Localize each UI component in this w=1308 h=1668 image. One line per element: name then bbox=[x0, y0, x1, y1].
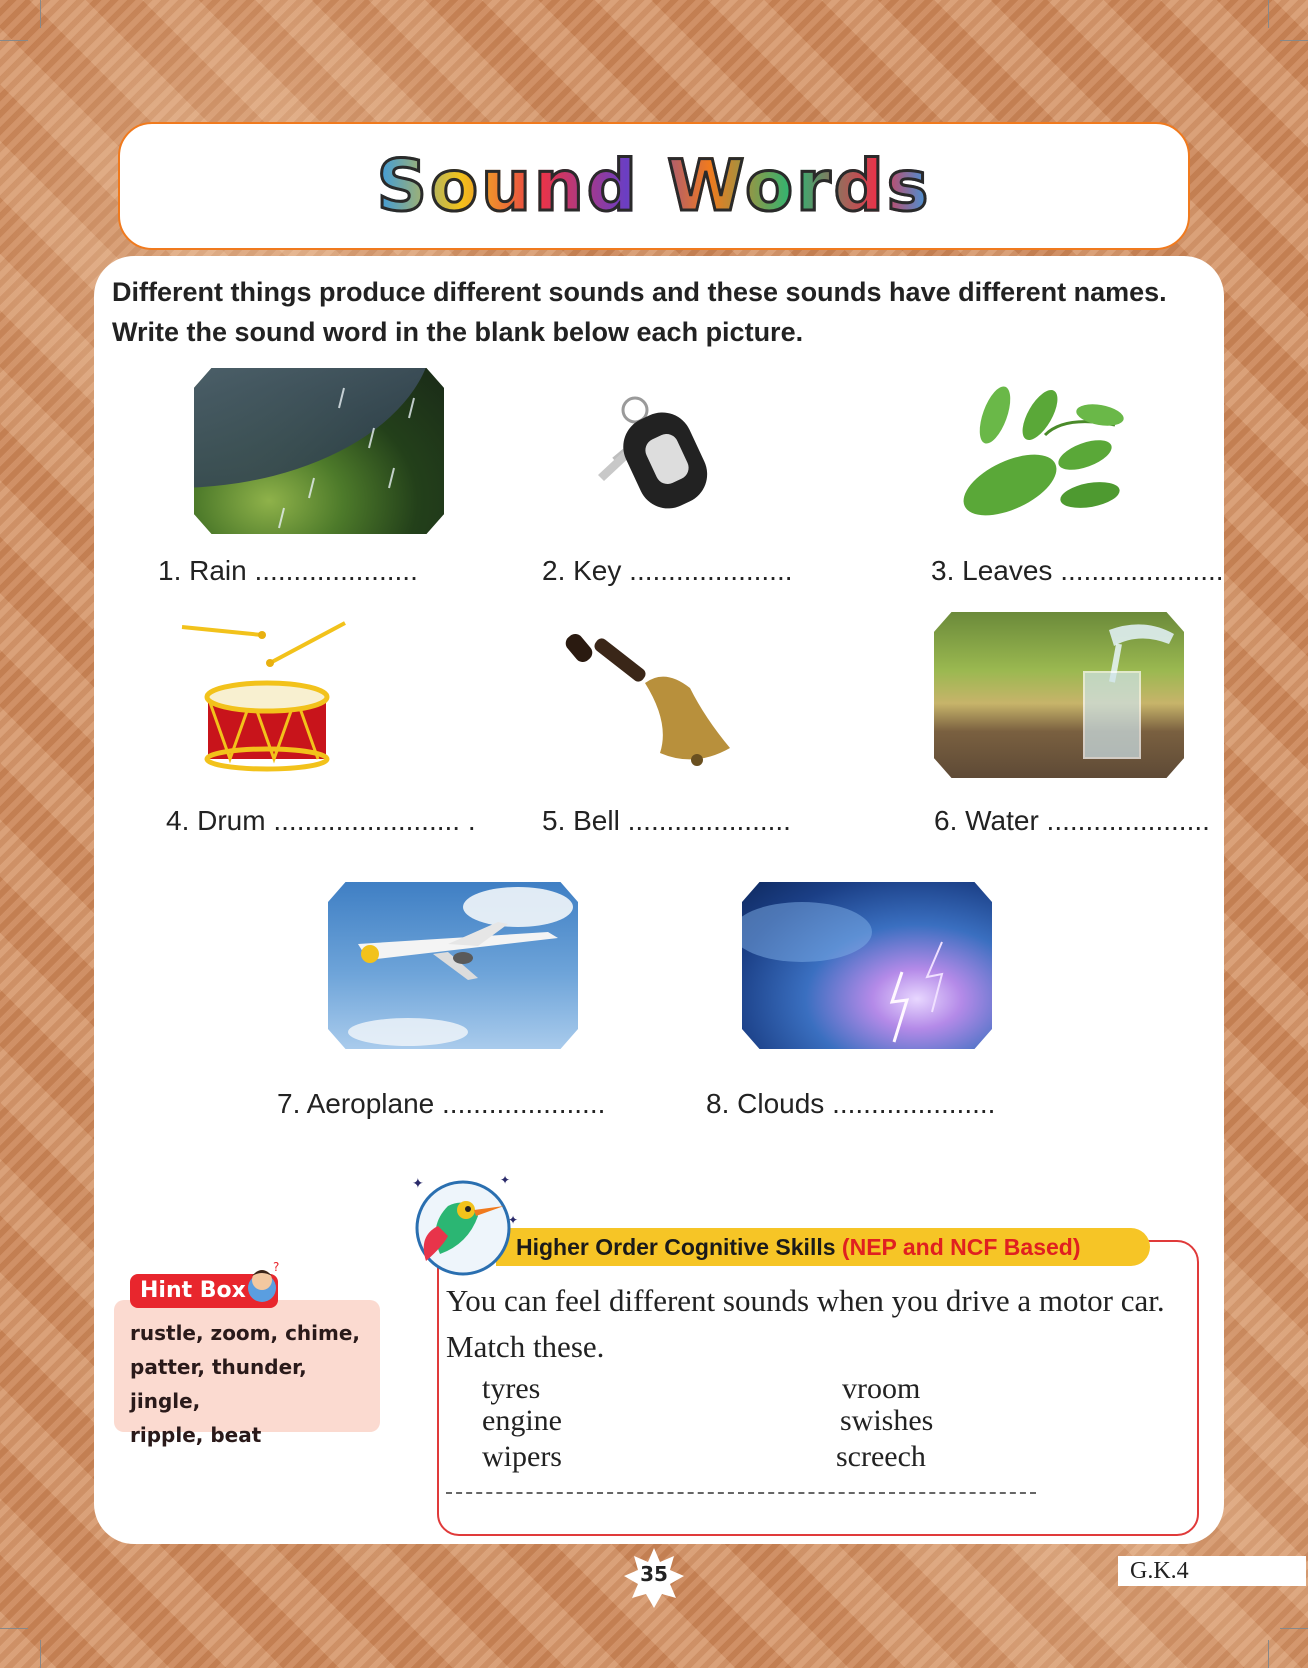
page-number: 35 bbox=[640, 1562, 668, 1586]
question-line: You can feel different sounds when you drive a motor car. bbox=[446, 1283, 1165, 1318]
aeroplane-picture bbox=[328, 882, 578, 1049]
drum-picture bbox=[180, 615, 350, 775]
match-right-item: vroom bbox=[842, 1372, 921, 1405]
hint-box-title: Hint Box bbox=[130, 1274, 278, 1308]
crop-mark bbox=[1280, 1628, 1308, 1629]
hint-line: rustle, zoom, chime, bbox=[130, 1321, 361, 1345]
crop-mark bbox=[1268, 0, 1269, 28]
crop-mark bbox=[1280, 40, 1308, 41]
item-label: 8. Clouds ..................... bbox=[706, 1088, 996, 1119]
hots-question bbox=[446, 1278, 1186, 1370]
item-label: 4. Drum ........................ . bbox=[166, 805, 476, 836]
title-banner bbox=[118, 122, 1190, 250]
thinking-kid-icon bbox=[240, 1262, 286, 1308]
instruction-line: Different things produce different sounds and these sounds have different names. bbox=[112, 277, 1167, 307]
book-code: G.K.4 bbox=[1118, 1556, 1306, 1586]
hots-heading-text: Higher Order Cognitive Skills bbox=[516, 1234, 836, 1260]
svg-text:?: ? bbox=[273, 1262, 280, 1274]
match-left-item: wipers bbox=[482, 1440, 562, 1473]
crop-mark bbox=[0, 1628, 28, 1629]
crop-mark bbox=[1268, 1640, 1269, 1668]
car-key-picture bbox=[590, 395, 740, 510]
page-title: Sound Words bbox=[376, 145, 932, 227]
item-label: 5. Bell ..................... bbox=[542, 805, 791, 836]
hots-heading bbox=[496, 1228, 1150, 1266]
item-label: 6. Water ..................... bbox=[934, 805, 1210, 836]
crop-mark bbox=[0, 40, 28, 41]
storm-clouds-picture bbox=[742, 882, 992, 1049]
hint-words bbox=[130, 1316, 380, 1452]
item-label: 7. Aeroplane ..................... bbox=[277, 1088, 606, 1119]
hint-line: patter, thunder, jingle, bbox=[130, 1355, 307, 1413]
crop-mark bbox=[40, 0, 41, 28]
answer-line bbox=[446, 1492, 1036, 1494]
svg-text:✦: ✦ bbox=[412, 1176, 424, 1192]
rain-umbrella-picture bbox=[194, 368, 444, 534]
instruction-line: Write the sound word in the blank below each picture. bbox=[112, 317, 804, 347]
bell-picture bbox=[565, 628, 740, 768]
match-right-item: screech bbox=[836, 1440, 926, 1473]
svg-text:✦: ✦ bbox=[500, 1173, 511, 1187]
match-left-item: tyres bbox=[482, 1372, 541, 1405]
crop-mark bbox=[40, 1640, 41, 1668]
instructions bbox=[112, 272, 1212, 352]
svg-text:✦: ✦ bbox=[508, 1213, 519, 1227]
hint-line: ripple, beat bbox=[130, 1423, 262, 1447]
item-label: 1. Rain ..................... bbox=[158, 555, 418, 586]
match-right-item: swishes bbox=[840, 1404, 934, 1437]
match-left-item: engine bbox=[482, 1404, 562, 1437]
hots-heading-tag: (NEP and NCF Based) bbox=[841, 1234, 1081, 1260]
question-line: Match these. bbox=[446, 1329, 605, 1364]
bird-mascot-icon bbox=[408, 1166, 528, 1286]
leaves-picture bbox=[955, 375, 1135, 525]
water-glass-picture bbox=[934, 612, 1184, 778]
item-label: 3. Leaves ..................... bbox=[931, 555, 1224, 586]
item-label: 2. Key ..................... bbox=[542, 555, 793, 586]
